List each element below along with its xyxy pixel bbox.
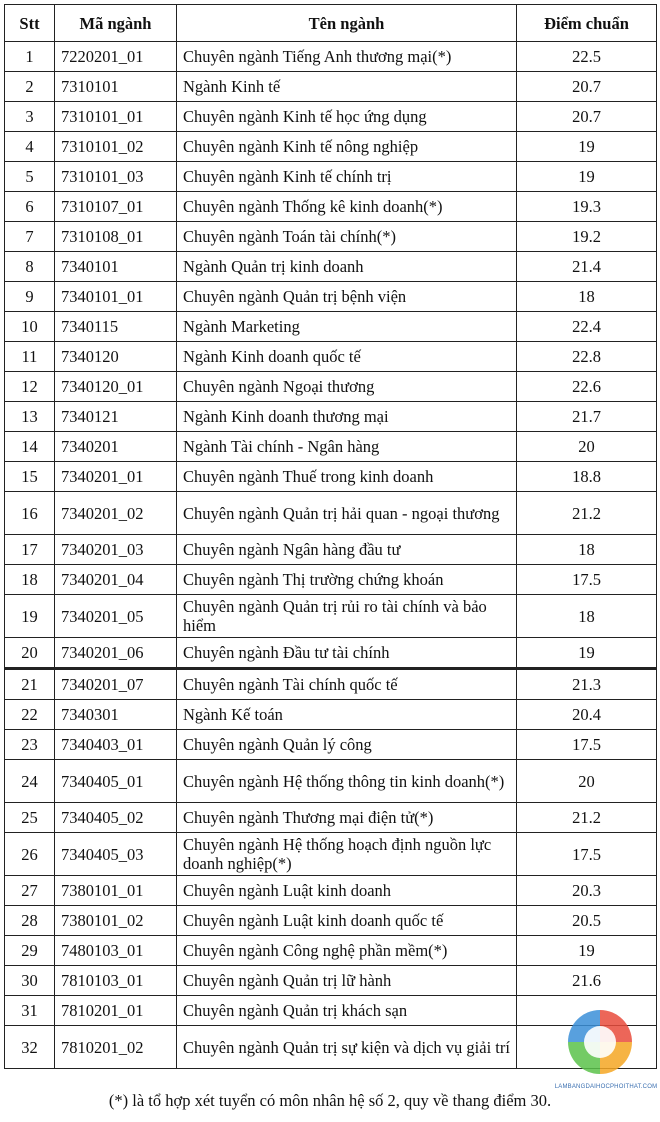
cell-name: Chuyên ngành Luật kinh doanh quốc tế (177, 906, 517, 936)
cell-stt: 6 (5, 192, 55, 222)
table-row (5, 833, 657, 876)
cell-name: Chuyên ngành Thuế trong kinh doanh (177, 462, 517, 492)
cell-score: 17.5 (517, 565, 657, 595)
cell-stt: 2 (5, 72, 55, 102)
table-row (5, 372, 657, 402)
cell-code: 7480103_01 (55, 936, 177, 966)
cell-score: 21.2 (517, 803, 657, 833)
cell-code: 7340115 (55, 312, 177, 342)
cell-stt: 14 (5, 432, 55, 462)
cell-code: 7340121 (55, 402, 177, 432)
cell-name: Chuyên ngành Quản trị bệnh viện (177, 282, 517, 312)
cell-score: 19.3 (517, 192, 657, 222)
cell-name: Chuyên ngành Thương mại điện tử(*) (177, 803, 517, 833)
cell-score: 19 (517, 132, 657, 162)
cell-name: Ngành Kinh tế (177, 72, 517, 102)
cell-score: 20.3 (517, 876, 657, 906)
table-row (5, 312, 657, 342)
cell-code: 7340405_02 (55, 803, 177, 833)
table-row (5, 462, 657, 492)
cell-score: 17.5 (517, 730, 657, 760)
cell-score: 18.8 (517, 462, 657, 492)
cell-name: Chuyên ngành Quản trị hải quan - ngoại thương (177, 492, 517, 535)
cell-stt: 8 (5, 252, 55, 282)
cell-name: Chuyên ngành Quản trị sự kiện và dịch vụ giải trí (177, 1026, 517, 1069)
table-row (5, 222, 657, 252)
cell-score: 21.7 (517, 402, 657, 432)
cell-score: 21.4 (517, 252, 657, 282)
cell-code: 7310107_01 (55, 192, 177, 222)
table-row (5, 42, 657, 72)
table-row (5, 535, 657, 565)
cell-code: 7340101 (55, 252, 177, 282)
cell-stt: 25 (5, 803, 55, 833)
table-row (5, 252, 657, 282)
cell-stt: 16 (5, 492, 55, 535)
logo-center (584, 1026, 616, 1058)
cell-score: 20 (517, 432, 657, 462)
cell-code: 7380101_01 (55, 876, 177, 906)
table-row (5, 595, 657, 638)
cell-stt: 5 (5, 162, 55, 192)
cell-code: 7340201_06 (55, 638, 177, 669)
cell-stt: 7 (5, 222, 55, 252)
table-row (5, 906, 657, 936)
header-name: Tên ngành (177, 5, 517, 42)
cell-name: Chuyên ngành Luật kinh doanh (177, 876, 517, 906)
cell-name: Chuyên ngành Hệ thống hoạch định nguồn lực doanh nghiệp(*) (177, 833, 517, 876)
cell-score: 20.4 (517, 700, 657, 730)
cell-name: Chuyên ngành Kinh tế chính trị (177, 162, 517, 192)
table-row (5, 760, 657, 803)
table-row (5, 803, 657, 833)
cell-code: 7340405_01 (55, 760, 177, 803)
cell-code: 7340403_01 (55, 730, 177, 760)
table-row (5, 102, 657, 132)
cell-code: 7310101_03 (55, 162, 177, 192)
table-row (5, 432, 657, 462)
cell-score: 22.6 (517, 372, 657, 402)
cell-name: Ngành Kế toán (177, 700, 517, 730)
cell-code: 7810201_02 (55, 1026, 177, 1069)
cell-score: 18 (517, 282, 657, 312)
cell-score: 22.8 (517, 342, 657, 372)
cell-stt: 11 (5, 342, 55, 372)
cell-name: Chuyên ngành Quản trị khách sạn (177, 996, 517, 1026)
cell-stt: 28 (5, 906, 55, 936)
footnote: (*) là tổ hợp xét tuyển có môn nhân hệ số 2, quy về thang điểm 30. (108, 1091, 552, 1110)
cell-stt: 18 (5, 565, 55, 595)
cell-stt: 13 (5, 402, 55, 432)
cell-score: 17.5 (517, 833, 657, 876)
cell-name: Chuyên ngành Ngân hàng đầu tư (177, 535, 517, 565)
cell-code: 7340101_01 (55, 282, 177, 312)
cell-score: 21.2 (517, 492, 657, 535)
cell-code: 7340201_05 (55, 595, 177, 638)
cell-score: 20 (517, 760, 657, 803)
cell-code: 7310101_02 (55, 132, 177, 162)
cell-stt: 17 (5, 535, 55, 565)
table-row (5, 192, 657, 222)
cell-score: 20.5 (517, 906, 657, 936)
cell-stt: 23 (5, 730, 55, 760)
cell-stt: 10 (5, 312, 55, 342)
cell-stt: 21 (5, 669, 55, 700)
cell-code: 7310101 (55, 72, 177, 102)
cell-name: Chuyên ngành Hệ thống thông tin kinh doanh(*) (177, 760, 517, 803)
table-row (5, 402, 657, 432)
cell-score: 20.7 (517, 102, 657, 132)
cell-code: 7340201_07 (55, 669, 177, 700)
table-row (5, 342, 657, 372)
cell-stt: 12 (5, 372, 55, 402)
cell-name: Ngành Kinh doanh quốc tế (177, 342, 517, 372)
cell-code: 7340120_01 (55, 372, 177, 402)
cell-code: 7810103_01 (55, 966, 177, 996)
cell-score: 18 (517, 595, 657, 638)
cell-name: Chuyên ngành Thống kê kinh doanh(*) (177, 192, 517, 222)
cell-stt: 1 (5, 42, 55, 72)
cell-code: 7340301 (55, 700, 177, 730)
cell-stt: 26 (5, 833, 55, 876)
cell-code: 7380101_02 (55, 906, 177, 936)
cell-name: Chuyên ngành Kinh tế nông nghiệp (177, 132, 517, 162)
cell-name: Chuyên ngành Đầu tư tài chính (177, 638, 517, 669)
cell-code: 7340201_01 (55, 462, 177, 492)
cell-code: 7340120 (55, 342, 177, 372)
table-row (5, 132, 657, 162)
cell-name: Chuyên ngành Ngoại thương (177, 372, 517, 402)
cell-code: 7310108_01 (55, 222, 177, 252)
cell-score: 19 (517, 162, 657, 192)
cell-code: 7340201_02 (55, 492, 177, 535)
cell-stt: 29 (5, 936, 55, 966)
table-row (5, 936, 657, 966)
cell-stt: 3 (5, 102, 55, 132)
table-row (5, 700, 657, 730)
header-stt: Stt (5, 5, 55, 42)
table-row (5, 669, 657, 700)
cell-score: 21.6 (517, 966, 657, 996)
cell-stt: 31 (5, 996, 55, 1026)
cell-code: 7310101_01 (55, 102, 177, 132)
cell-name: Chuyên ngành Công nghệ phần mềm(*) (177, 936, 517, 966)
cell-stt: 24 (5, 760, 55, 803)
cell-score: 22.5 (517, 42, 657, 72)
cell-name: Chuyên ngành Tài chính quốc tế (177, 669, 517, 700)
admission-score-table-wrapper (4, 4, 656, 1069)
cell-score: 19 (517, 936, 657, 966)
cell-name: Chuyên ngành Quản trị rủi ro tài chính và bảo hiểm (177, 595, 517, 638)
cell-score: 20.7 (517, 72, 657, 102)
cell-stt: 20 (5, 638, 55, 669)
header-code: Mã ngành (55, 5, 177, 42)
table-row (5, 876, 657, 906)
cell-name: Ngành Quản trị kinh doanh (177, 252, 517, 282)
table-row (5, 565, 657, 595)
cell-stt: 9 (5, 282, 55, 312)
table-row (5, 162, 657, 192)
watermark-text: LAMBANGDAIHOCPHOITHAT.COM (554, 1084, 658, 1090)
cell-name: Ngành Kinh doanh thương mại (177, 402, 517, 432)
table-body (5, 42, 657, 1069)
cell-code: 7220201_01 (55, 42, 177, 72)
cell-code: 7340201 (55, 432, 177, 462)
cell-code: 7340405_03 (55, 833, 177, 876)
cell-name: Ngành Marketing (177, 312, 517, 342)
cell-stt: 22 (5, 700, 55, 730)
admission-score-table (4, 4, 657, 1069)
cell-code: 7810201_01 (55, 996, 177, 1026)
cell-code: 7340201_04 (55, 565, 177, 595)
cell-code: 7340201_03 (55, 535, 177, 565)
cell-name: Chuyên ngành Kinh tế học ứng dụng (177, 102, 517, 132)
table-row (5, 282, 657, 312)
cell-name: Chuyên ngành Tiếng Anh thương mại(*) (177, 42, 517, 72)
watermark (552, 1010, 660, 1100)
table-row (5, 638, 657, 669)
cell-name: Chuyên ngành Quản trị lữ hành (177, 966, 517, 996)
cell-stt: 4 (5, 132, 55, 162)
table-row (5, 72, 657, 102)
table-header-row (5, 5, 657, 42)
cell-score: 19.2 (517, 222, 657, 252)
header-score: Điểm chuẩn (517, 5, 657, 42)
cell-stt: 19 (5, 595, 55, 638)
cell-score: 21.3 (517, 669, 657, 700)
cell-name: Chuyên ngành Quản lý công (177, 730, 517, 760)
cell-stt: 32 (5, 1026, 55, 1069)
cell-score: 22.4 (517, 312, 657, 342)
table-row (5, 966, 657, 996)
cell-stt: 15 (5, 462, 55, 492)
cell-stt: 27 (5, 876, 55, 906)
cell-stt: 30 (5, 966, 55, 996)
table-row (5, 730, 657, 760)
cell-name: Chuyên ngành Toán tài chính(*) (177, 222, 517, 252)
cell-name: Chuyên ngành Thị trường chứng khoán (177, 565, 517, 595)
cell-score: 19 (517, 638, 657, 669)
table-row (5, 492, 657, 535)
cell-name: Ngành Tài chính - Ngân hàng (177, 432, 517, 462)
cell-score: 18 (517, 535, 657, 565)
